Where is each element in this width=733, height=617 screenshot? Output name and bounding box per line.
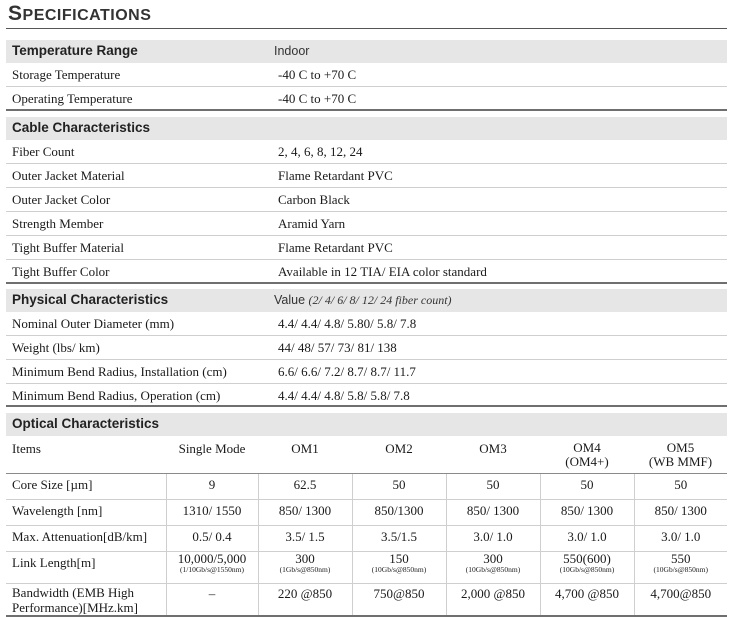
optical-section (6, 413, 727, 617)
physical-header-value: Value (2/ 4/ 6/ 8/ 12/ 24 fiber count) (274, 293, 452, 307)
table-row: Operating Temperature -40 C to +70 C (12, 91, 357, 106)
optical-header (6, 413, 727, 436)
table-row: Strength Member Aramid Yarn (6, 212, 727, 236)
temperature-header (6, 40, 727, 63)
title-divider (6, 28, 727, 29)
table-row: Core Size [µm] 9 62.5 50 50 50 50 (6, 474, 727, 500)
temperature-section (6, 40, 727, 111)
optical-column-headers: Items Single Mode OM1 OM2 OM3 OM4 (OM4+) OM5 (WB MMF) (6, 436, 727, 474)
table-row: Outer Jacket Color Carbon Black (6, 188, 727, 212)
table-row: Tight Buffer Material Flame Retardant PVC (6, 236, 727, 260)
cable-header (6, 117, 727, 140)
table-row: Tight Buffer Color Available in 12 TIA/ EIA color standard (12, 264, 487, 279)
table-row: Storage Temperature -40 C to +70 C (6, 63, 727, 87)
optical-header-label: Optical Characteristics (12, 416, 160, 431)
table-row: Fiber Count 2, 4, 6, 8, 12, 24 (6, 140, 727, 164)
table-row: Outer Jacket Material Flame Retardant PVC (6, 164, 727, 188)
section-divider (6, 282, 727, 284)
table-row: Link Length[m] 10,000/5,000 (1/10Gb/s@1550nm) 300 (1Gb/s@850nm) 150 (10Gb/s@850nm) 300 (10Gb/s@850nm) 550(600) (10Gb/s@850nm) 550 (10Gb/s@850nm) (6, 552, 727, 584)
cable-header-label: Cable Characteristics (12, 120, 151, 135)
temperature-header-value: Indoor (274, 44, 310, 58)
section-divider (6, 109, 727, 111)
cable-section (6, 117, 727, 284)
table-row: Minimum Bend Radius, Operation (cm) 4.4/ 4.4/ 4.8/ 5.8/ 5.8/ 7.8 (12, 388, 410, 403)
temperature-header-label: Temperature Range (12, 43, 138, 58)
table-row: Weight (lbs/ km) 44/ 48/ 57/ 73/ 81/ 138 (6, 336, 727, 360)
table-row: Minimum Bend Radius, Installation (cm) 6.6/ 6.6/ 7.2/ 8.7/ 8.7/ 11.7 (6, 360, 727, 384)
physical-section (6, 289, 727, 408)
physical-header-label: Physical Characteristics (12, 292, 169, 307)
optical-table (6, 436, 727, 617)
section-divider (6, 405, 727, 407)
table-row: Max. Attenuation[dB/km] 0.5/ 0.4 3.5/ 1.5 3.5/1.5 3.0/ 1.0 3.0/ 1.0 3.0/ 1.0 (6, 526, 727, 552)
table-row: Bandwidth (EMB High Performance)[MHz.km] – 220 @850 750@850 2,000 @850 4,700 @850 4,700@850 (6, 584, 727, 617)
page-title: SPECIFICATIONS (8, 2, 152, 25)
table-row: Nominal Outer Diameter (mm) 4.4/ 4.4/ 4.8/ 5.80/ 5.8/ 7.8 (6, 312, 727, 336)
physical-header (6, 289, 727, 312)
table-row: Wavelength [nm] 1310/ 1550 850/ 1300 850/1300 850/ 1300 850/ 1300 850/ 1300 (6, 500, 727, 526)
